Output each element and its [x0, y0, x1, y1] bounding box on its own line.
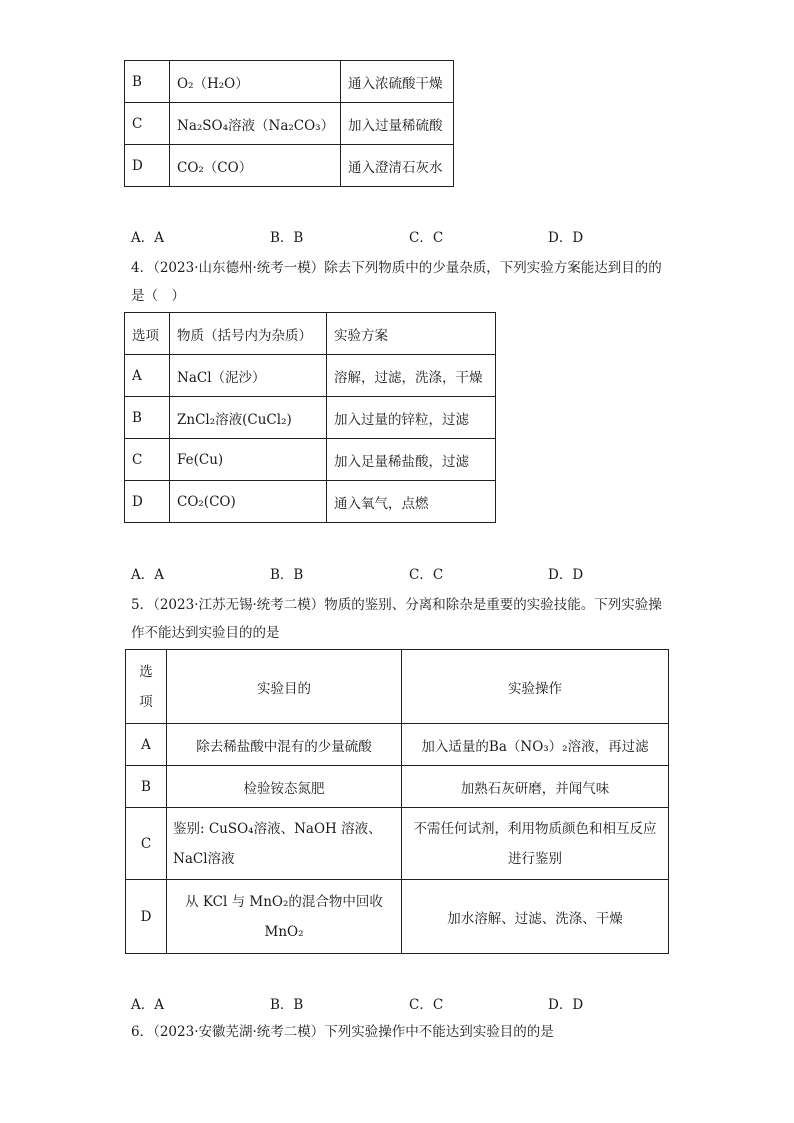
option-c[interactable]: C．C: [409, 997, 444, 1013]
method-cell: 加入足量稀盐酸，过滤: [327, 439, 496, 481]
option-d[interactable]: D．D: [548, 997, 584, 1013]
option-b[interactable]: B．B: [270, 567, 304, 583]
table-q4: [124, 312, 496, 523]
header-operation: 实验操作: [402, 650, 669, 724]
option-c[interactable]: C．C: [409, 567, 444, 583]
option-label: B: [125, 397, 170, 439]
method-cell: 通入氧气，点燃: [327, 481, 496, 523]
answer-options-q5: [131, 993, 691, 1013]
option-label: C: [126, 808, 167, 880]
method-cell: 加入过量的锌粒，过滤: [327, 397, 496, 439]
option-label: C: [125, 103, 170, 145]
table-q3-continued: [124, 60, 454, 187]
purpose-cell: 检验铵态氮肥: [167, 766, 402, 808]
substance-cell: CO₂（CO）: [170, 145, 341, 187]
table-row: [125, 397, 496, 439]
header-option-text: 选项: [139, 663, 153, 710]
table-header-row: [125, 313, 496, 355]
substance-cell: Na₂SO₄溶液（Na₂CO₃）: [170, 103, 341, 145]
option-label: A: [125, 355, 170, 397]
table-row: [125, 481, 496, 523]
option-label: B: [126, 766, 167, 808]
method-cell: 通入澄清石灰水: [341, 145, 454, 187]
question-4-text: 4．（2023·山东德州·统考一模）除去下列物质中的少量杂质，下列实验方案能达到目的的是（ ）: [131, 260, 662, 304]
operation-cell: 加熟石灰研磨，并闻气味: [402, 766, 669, 808]
option-label: D: [125, 481, 170, 523]
option-label: B: [125, 61, 170, 103]
purpose-cell: 鉴别: CuSO₄溶液、NaOH 溶液、NaCl溶液: [167, 808, 402, 880]
answer-options-q4: [131, 563, 691, 583]
option-a[interactable]: A．A: [131, 997, 164, 1013]
operation-cell: 加水溶解、过滤、洗涤、干燥: [402, 880, 669, 954]
option-label: D: [126, 880, 167, 954]
option-d[interactable]: D．D: [548, 230, 584, 246]
option-c[interactable]: C．C: [409, 230, 444, 246]
substance-cell: CO₂(CO): [170, 481, 327, 523]
substance-cell: ZnCl₂溶液(CuCl₂): [170, 397, 327, 439]
table-header-row: [126, 650, 669, 724]
purpose-cell: 从 KCl 与 MnO₂的混合物中回收MnO₂: [167, 880, 402, 954]
table-row: [125, 145, 454, 187]
table-row: [126, 766, 669, 808]
header-purpose: 实验目的: [167, 650, 402, 724]
table-row: [125, 61, 454, 103]
table-row: [125, 103, 454, 145]
method-cell: 通入浓硫酸干燥: [341, 61, 454, 103]
header-option: [126, 650, 167, 724]
header-option: 选项: [125, 313, 170, 355]
table-row: [125, 355, 496, 397]
table-q5: [125, 649, 669, 954]
option-a[interactable]: A．A: [131, 567, 164, 583]
method-cell: 溶解，过滤，洗涤，干燥: [327, 355, 496, 397]
substance-cell: O₂（H₂O）: [170, 61, 341, 103]
option-b[interactable]: B．B: [270, 230, 304, 246]
table-row: [126, 880, 669, 954]
table-row: [126, 808, 669, 880]
answer-options-q3: [131, 226, 691, 246]
substance-cell: NaCl（泥沙）: [170, 355, 327, 397]
table-row: [126, 724, 669, 766]
question-6-text: 6．（2023·安徽芜湖·统考二模）下列实验操作中不能达到实验目的的是: [131, 1024, 554, 1040]
option-label: A: [126, 724, 167, 766]
option-d[interactable]: D．D: [548, 567, 584, 583]
method-cell: 加入过量稀硫酸: [341, 103, 454, 145]
option-label: D: [125, 145, 170, 187]
option-label: C: [125, 439, 170, 481]
substance-cell: Fe(Cu): [170, 439, 327, 481]
option-b[interactable]: B．B: [270, 997, 304, 1013]
option-a[interactable]: A．A: [131, 230, 164, 246]
operation-cell: 加入适量的Ba（NO₃）₂溶液，再过滤: [402, 724, 669, 766]
operation-cell: 不需任何试剂，利用物质颜色和相互反应进行鉴别: [402, 808, 669, 880]
question-5-text: 5．（2023·江苏无锡·统考二模）物质的鉴别、分离和除杂是重要的实验技能。下列实验操作不能达到实验目的的是: [131, 597, 662, 641]
table-row: [125, 439, 496, 481]
header-substance: 物质（括号内为杂质）: [170, 313, 327, 355]
purpose-cell: 除去稀盐酸中混有的少量硫酸: [167, 724, 402, 766]
header-method: 实验方案: [327, 313, 496, 355]
